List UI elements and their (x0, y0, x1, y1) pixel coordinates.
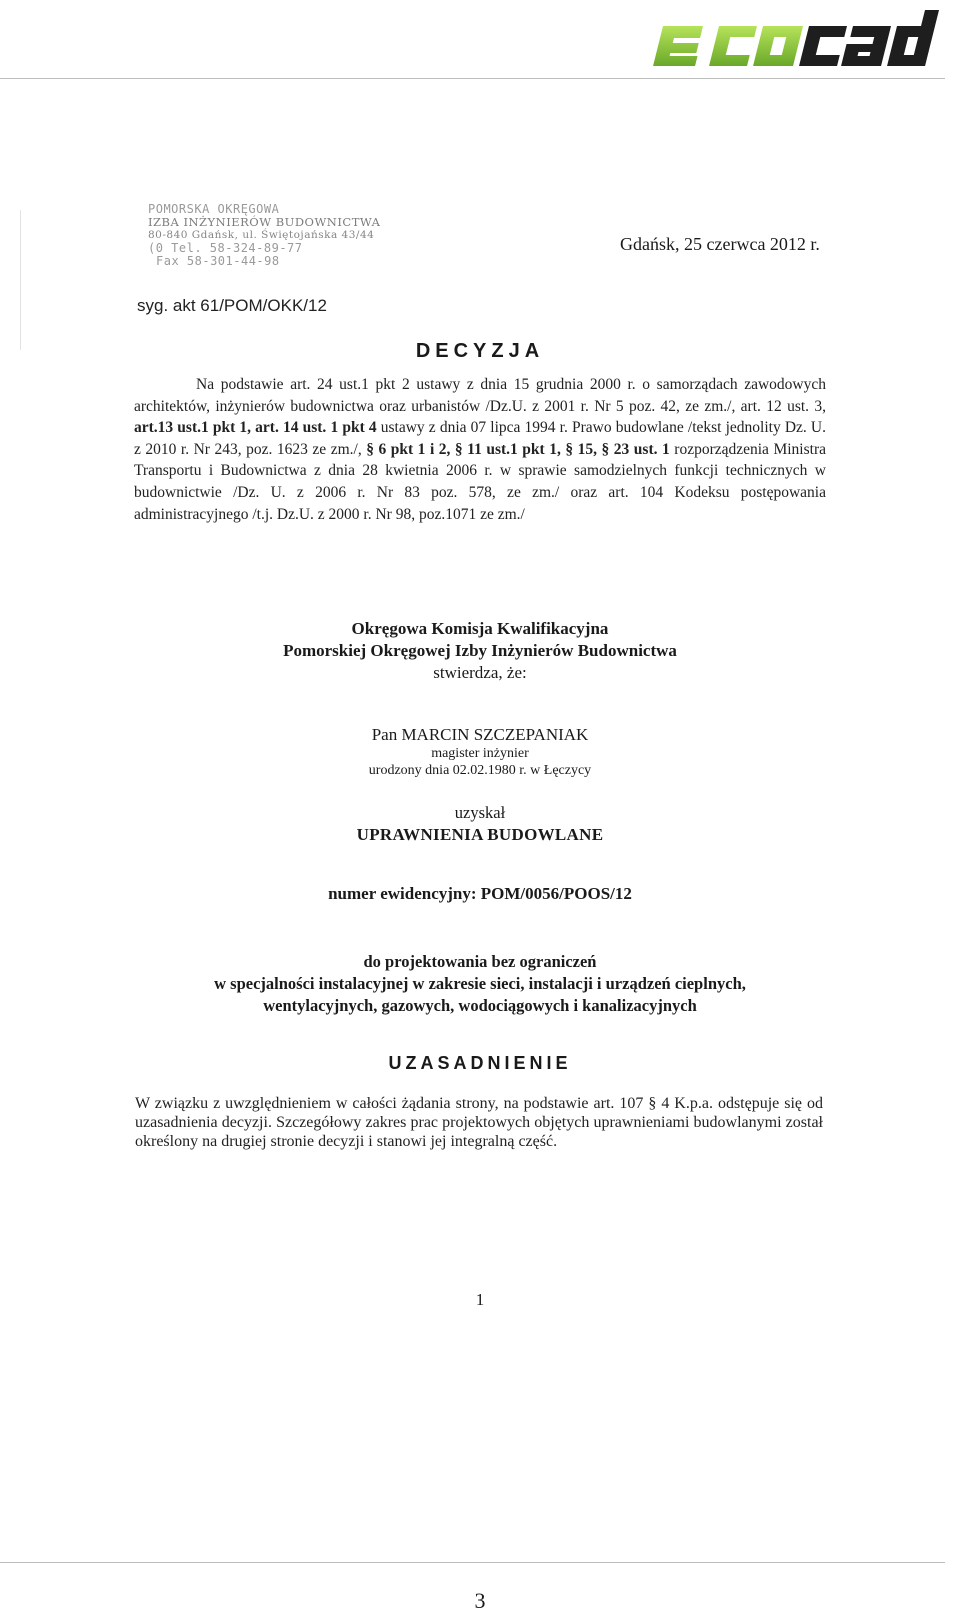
stamp-line-3: 80-840 Gdańsk, ul. Świętojańska 43/44 (148, 229, 375, 241)
justification-paragraph: W związku z uwzględnieniem w całości żądania strony, na podstawie art. 107 § 4 K.p.a. odstępuje się od uzasadnienia decyzji. Szczegółowy zakres prac projektowych objętych uprawnieniami budowlanymi został określony na drugiej stronie decyzji i stanowi jej integralną część. (135, 1095, 823, 1150)
ecocad-logo (640, 6, 940, 76)
bottom-divider (0, 1562, 945, 1563)
committee-block (0, 618, 960, 684)
ecocad-logo-graphic (640, 6, 940, 76)
case-reference: syg. akt 61/POM/OKK/12 (137, 296, 327, 315)
stamp-line-2: IZBA INŻYNIERÓW BUDOWNICTWA (148, 215, 381, 229)
person-birth: urodzony dnia 02.02.1980 r. w Łęczycy (368, 763, 592, 778)
permission-type: UPRAWNIENIA BUDOWLANE (356, 825, 604, 844)
committee-statement: stwierdza, że: (433, 663, 527, 682)
committee-name: Okręgowa Komisja Kwalifikacyjna (351, 619, 609, 638)
chamber-name: Pomorskiej Okręgowej Izby Inżynierów Budownictwa (283, 641, 677, 660)
obtained-block (0, 802, 960, 846)
legal-text-1: Na podstawie art. 24 ust.1 pkt 2 ustawy z dnia 15 grudnia 2000 r. o samorządach zawodowych architektów, inżynierów budownictwa oraz urbanistów /Dz.U. z 2001 r. Nr 5 poz. 42, ze zm./, art. 12 ust. 3, (134, 376, 826, 415)
legal-basis-paragraph (134, 374, 826, 525)
scope-line-1: do projektowania bez ograniczeń (363, 952, 597, 971)
document-date: Gdańsk, 25 czerwca 2012 r. (620, 234, 820, 254)
scan-margin-line (20, 210, 21, 350)
obtained-verb: uzyskał (454, 803, 506, 822)
permission-scope (0, 951, 960, 1017)
inner-page-number: 1 (475, 1290, 485, 1309)
chamber-stamp (148, 202, 381, 268)
stamp-line-1: POMORSKA OKRĘGOWA (148, 202, 280, 216)
decision-title: DECYZJA (415, 340, 545, 362)
footer-page-number: 3 (474, 1588, 486, 1613)
scope-line-3: wentylacyjnych, gazowych, wodociągowych i kanalizacyjnych (263, 996, 697, 1015)
stamp-line-4: (0 Tel. 58-324-89-77 (148, 241, 303, 255)
legal-text-2: ustawy z dnia 07 lipca 1994 r. Prawo budowlane /tekst jednolity Dz. U. z 2010 r. Nr 243, poz. 1623 ze zm./, (134, 419, 826, 458)
justification-title: UZASADNIENIE (388, 1053, 572, 1073)
legal-text-3: rozporządzenia Ministra Transportu i Budownictwa z dnia 28 kwietnia 2006 r. w sprawie samodzielnych funkcji technicznych w budownictwie /Dz. U. z 2006 r. Nr 83 poz. 578, ze zm./ oraz art. 104 Kodeksu postępowania administracyjnego /t.j. Dz.U. z 2000 r. Nr 98, poz.1071 ze zm./ (134, 440, 826, 523)
person-block (0, 724, 960, 779)
scope-line-2: w specjalności instalacyjnej w zakresie sieci, instalacji i urządzeń cieplnych, (214, 974, 746, 993)
legal-bold-2: § 6 pkt 1 i 2, § 11 ust.1 pkt 1, § 15, § 23 ust. 1 (366, 440, 670, 458)
person-degree: magister inżynier (431, 746, 529, 761)
stamp-line-5: Fax 58-301-44-98 (156, 254, 280, 268)
person-name: Pan MARCIN SZCZEPANIAK (371, 725, 589, 744)
top-divider (0, 78, 945, 79)
legal-bold-1: art.13 ust.1 pkt 1, art. 14 ust. 1 pkt 4 (134, 419, 377, 437)
registration-number: numer ewidencyjny: POM/0056/POOS/12 (328, 884, 632, 903)
